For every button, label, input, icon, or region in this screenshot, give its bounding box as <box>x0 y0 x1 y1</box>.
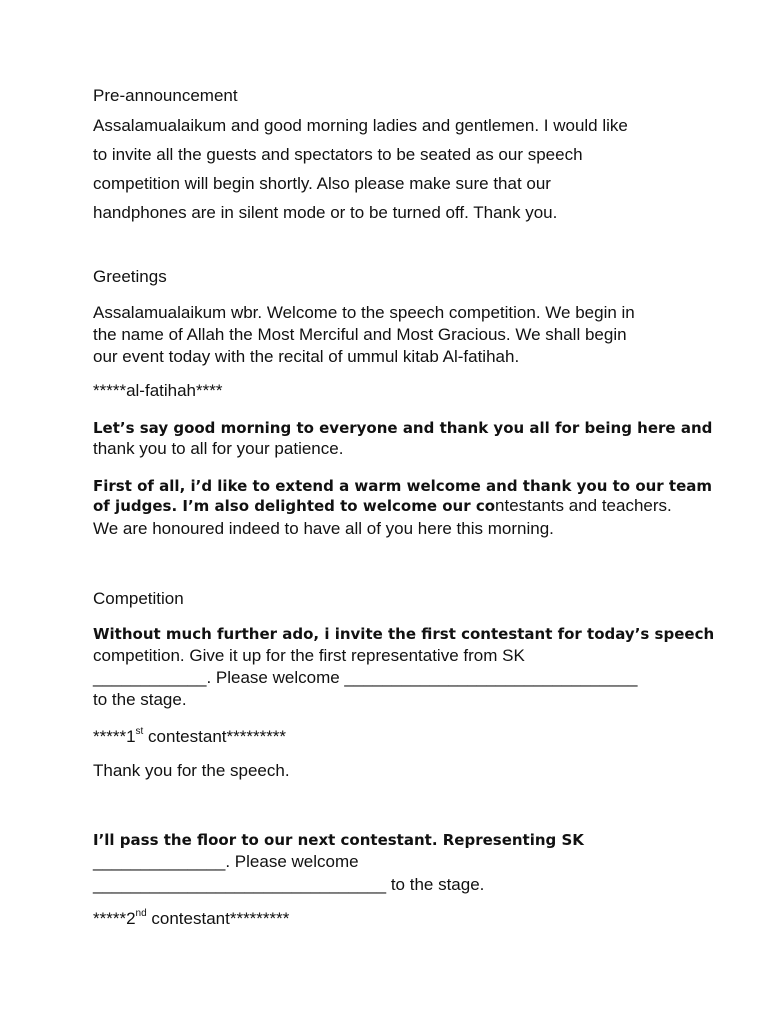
contestant-2-blank-line: _______________________________ to the stage. <box>93 875 485 894</box>
morning-line: thank you to all for your patience. <box>93 439 344 458</box>
welcome-line: We are honoured indeed to have all of you here this morning. <box>93 519 554 538</box>
contestant-1-line: competition. Give it up for the first representative from SK <box>93 646 525 665</box>
contestant-1-intro-bold: Without much further ado, i invite the first contestant for today’s speech <box>93 625 715 643</box>
pre-announcement-line: handphones are in silent mode or to be turned off. Thank you. <box>93 203 558 222</box>
welcome-bold-part: of judges. I’m also delighted to welcome our co <box>93 497 496 515</box>
contestant-2-marker <box>93 909 733 929</box>
competition-heading: Competition <box>93 589 184 608</box>
greetings-line: the name of Allah the Most Merciful and Most Gracious. We shall begin <box>93 325 627 344</box>
welcome-regular-part: ntestants and teachers. <box>495 496 672 515</box>
contestant-1-marker <box>93 727 733 747</box>
contestant-1-line: to the stage. <box>93 690 187 709</box>
fatihah-marker: *****al-fatihah**** <box>93 381 223 400</box>
contestant-2-blank-line: ______________. Please welcome <box>93 852 359 871</box>
welcome-line-bold: First of all, i’d like to extend a warm welcome and thank you to our team <box>93 477 713 495</box>
greetings-heading: Greetings <box>93 267 167 286</box>
marker-ordinal: st <box>135 726 144 738</box>
marker-suffix: contestant********* <box>146 909 290 928</box>
greetings-line: our event today with the recital of ummul kitab Al-fatihah. <box>93 347 520 366</box>
welcome-line-mixed <box>93 496 733 516</box>
morning-line-bold: Let’s say good morning to everyone and thank you all for being here and <box>93 419 713 437</box>
marker-prefix: *****1 <box>93 727 136 746</box>
greetings-line: Assalamualaikum wbr. Welcome to the speech competition. We begin in <box>93 303 635 322</box>
marker-suffix: contestant********* <box>143 727 287 746</box>
pre-announcement-line: Assalamualaikum and good morning ladies and gentlemen. I would like <box>93 116 628 135</box>
pre-announcement-line: to invite all the guests and spectators to be seated as our speech <box>93 145 583 164</box>
pre-announcement-line: competition will begin shortly. Also please make sure that our <box>93 174 551 193</box>
thanks-line: Thank you for the speech. <box>93 761 290 780</box>
contestant-2-intro-bold: I’ll pass the floor to our next contestant. Representing SK <box>93 831 584 849</box>
pre-announcement-heading: Pre-announcement <box>93 86 238 105</box>
contestant-1-blank-line: ____________. Please welcome _______________________________ <box>93 668 638 687</box>
marker-prefix: *****2 <box>93 909 136 928</box>
marker-ordinal: nd <box>135 908 147 920</box>
